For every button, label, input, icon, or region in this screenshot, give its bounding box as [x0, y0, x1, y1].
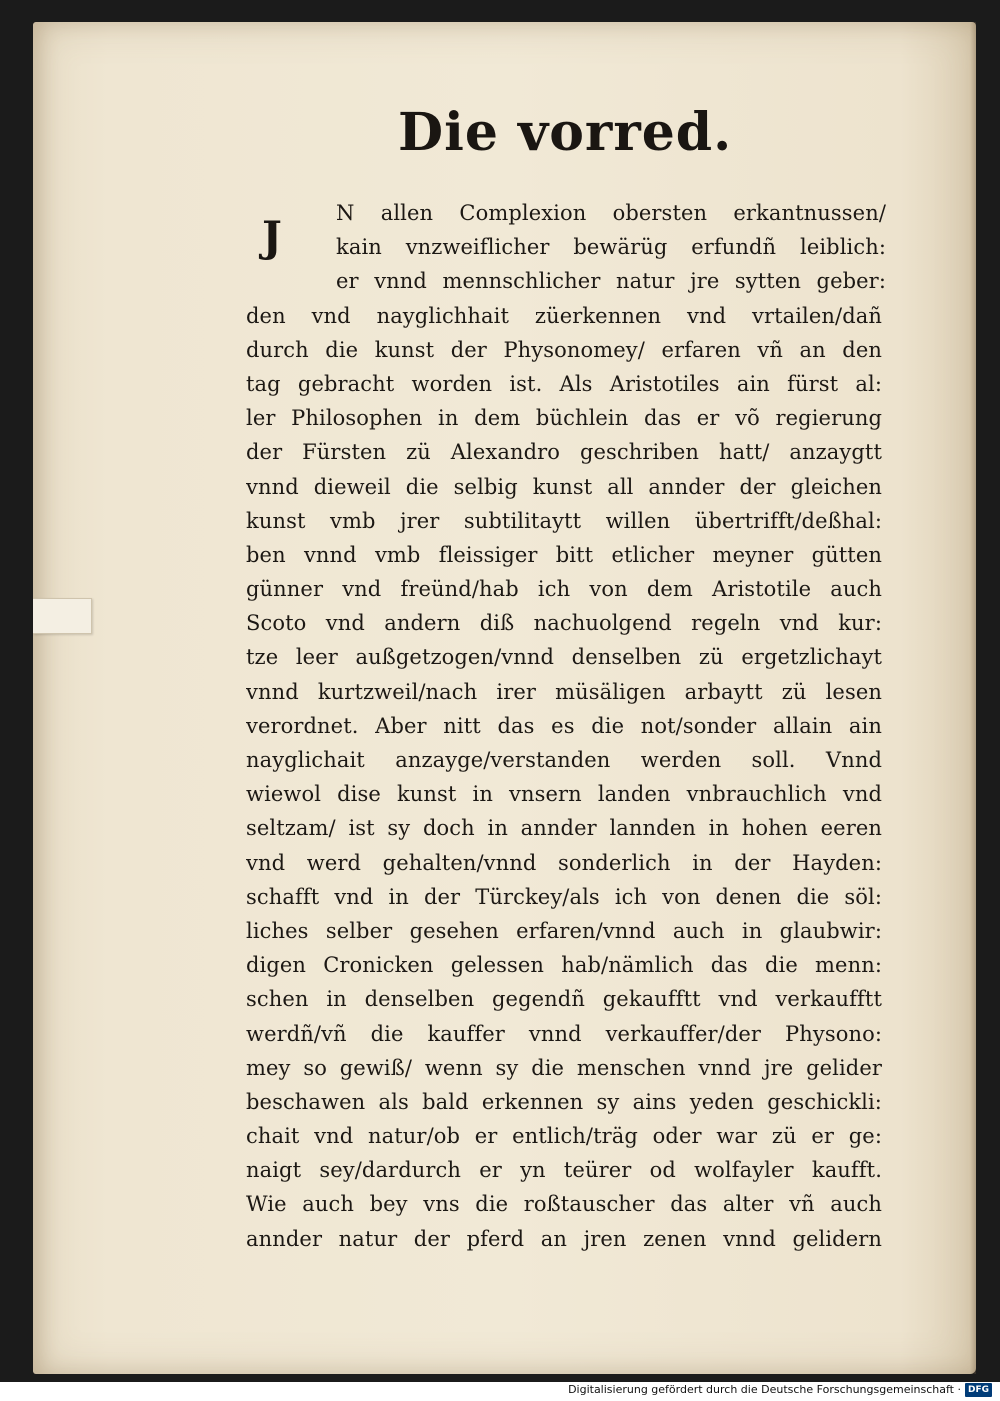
text-line: seltzam/ ist sy doch in annder lannden in hohen eeren	[246, 816, 882, 841]
text-line: tze leer außgetzogen/vnnd denselben zü ergetzlichayt	[246, 645, 882, 670]
text-line: Wie auch bey vns die roßtauscher das alter vñ auch	[246, 1192, 882, 1217]
body-text	[246, 196, 886, 1256]
text-line: schen in denselben gegendñ gekaufftt vnd verkaufftt	[246, 987, 882, 1012]
text-line: beschawen als bald erkennen sy ains yeden geschickli:	[246, 1089, 882, 1114]
text-line: digen Cronicken gelessen hab/nämlich das die menn:	[246, 953, 882, 978]
text-line: wiewol dise kunst in vnsern landen vnbrauchlich vnd	[246, 782, 882, 807]
text-line: kain vnzweiflicher bewärüg erfundñ leiblich:	[336, 235, 886, 260]
text-line: vnd werd gehalten/vnnd sonderlich in der Hayden:	[246, 850, 882, 875]
page-edge-shadow	[970, 22, 976, 1374]
text-line: durch die kunst der Physonomey/ erfaren vñ an den	[246, 337, 882, 362]
text-line: den vnd nayglichhait züerkennen vnd vrtailen/dañ	[246, 303, 882, 328]
text-line: vnnd kurtzweil/nach irer müsäligen arbaytt zü lesen	[246, 679, 882, 704]
text-line: verordnet. Aber nitt das es die not/sonder allain ain	[246, 713, 882, 738]
text-line: ler Philosophen in dem büchlein das er võ regierung	[246, 406, 882, 431]
text-line: günner vnd freünd/hab ich von dem Aristotile auch	[246, 577, 882, 602]
text-line: der Fürsten zü Alexandro geschriben hatt/ anzaygtt	[246, 440, 882, 465]
text-line: chait vnd natur/ob er entlich/träg oder war zü er ge:	[246, 1124, 882, 1149]
paper-bookmark-tab	[33, 598, 92, 634]
initial-letter: J	[262, 212, 282, 261]
text-line: Scoto vnd andern diß nachuolgend regeln vnd kur:	[246, 611, 882, 636]
page-title: Die vorred.	[398, 102, 733, 163]
text-line: er vnnd mennschlicher natur jre sytten geber:	[336, 269, 886, 294]
digitization-credit	[568, 1382, 992, 1398]
text-line: liches selber gesehen erfaren/vnnd auch in glaubwir:	[246, 918, 882, 943]
text-line: vnnd dieweil die selbig kunst all annder der gleichen	[246, 474, 882, 499]
text-line: schafft vnd in der Türckey/als ich von denen die söl:	[246, 884, 882, 909]
text-line: werdñ/vñ die kauffer vnnd verkauffer/der Physono:	[246, 1021, 882, 1046]
credit-text: Digitalisierung gefördert durch die Deutsche Forschungsgemeinschaft ·	[568, 1383, 961, 1396]
text-line: tag gebracht worden ist. Als Aristotiles ain fürst al:	[246, 371, 882, 396]
text-line: annder natur der pferd an jren zenen vnnd gelidern	[246, 1226, 882, 1251]
text-line: ben vnnd vmb fleissiger bitt etlicher meyner gütten	[246, 542, 882, 567]
dfg-logo: DFG	[965, 1383, 992, 1397]
text-line: nayglichait anzayge/verstanden werden soll. Vnnd	[246, 748, 882, 772]
text-line: N allen Complexion obersten erkantnussen/	[336, 201, 886, 225]
text-line: mey so gewiß/ wenn sy die menschen vnnd jre gelider	[246, 1055, 882, 1080]
text-line: naigt sey/dardurch er yn teürer od wolfayler kaufft.	[246, 1158, 882, 1183]
text-line: kunst vmb jrer subtilitaytt willen übertrifft/deßhal:	[246, 508, 882, 533]
